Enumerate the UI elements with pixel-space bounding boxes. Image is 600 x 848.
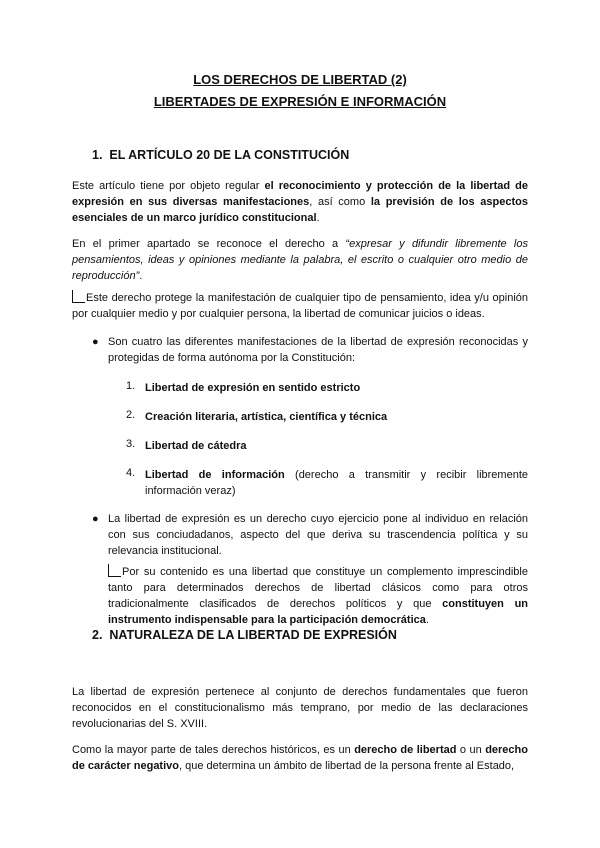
list-item-4-number: 4. [126, 467, 136, 479]
list-item-1: Libertad de expresión en sentido estricto [145, 382, 361, 394]
list-item-2: Creación literaria, artística, científica y técnica [145, 411, 388, 423]
document-subtitle: LIBERTADES DE EXPRESIÓN E INFORMACIÓN [153, 94, 447, 109]
section-2-title: NATURALEZA DE LA LIBERTAD DE EXPRESIÓN [109, 628, 397, 642]
section-2-heading [92, 628, 397, 642]
section-1-title: EL ARTÍCULO 20 DE LA CONSTITUCIÓN [109, 148, 350, 162]
bullet-icon: ● [92, 336, 99, 348]
list-item-4: Libertad de información (derecho a transmitir y recibir libremente información veraz) [145, 469, 528, 497]
list-item-3-number: 3. [126, 438, 136, 450]
section-2-number: 2. [92, 628, 103, 642]
paragraph-5: La libertad de expresión pertenece al conjunto de derechos fundamentales que fueron reconocidos en el constitucionalismo más temprano, por medio de las declaraciones revolucionarias del S. XVIII. [72, 686, 528, 730]
list-item-1-number: 1. [126, 380, 136, 392]
paragraph-1: Este artículo tiene por objeto regular el reconocimiento y protección de la libertad de expresión en sus diversas manifestaciones, así como la previsión de los aspectos esenciales de un marco jurídico constitucional. [72, 180, 528, 224]
list-item-2-number: 2. [126, 409, 136, 421]
list-item-3: Libertad de cátedra [145, 440, 247, 452]
paragraph-4: Por su contenido es una libertad que constituye un complemento imprescindible tanto para determinados derechos de libertad clásicos como para otros tradicionalmente clasificados de derechos políticos y que constituyen un instrumento indispensable para la participación democrática. [108, 566, 529, 626]
paragraph-6: Como la mayor parte de tales derechos históricos, es un derecho de libertad o un derecho de carácter negativo, que determina un ámbito de libertad de la persona frente al Estado, [72, 744, 528, 772]
section-1-heading [92, 148, 349, 162]
bullet-paragraph-1: Son cuatro las diferentes manifestaciones de la libertad de expresión reconocidas y protegidas de forma autónoma por la Constitución: [108, 336, 528, 364]
paragraph-2: En el primer apartado se reconoce el derecho a “expresar y difundir libremente los pensamientos, ideas y opiniones mediante la palabra, el escrito o cualquier otro medio de reproducción”. [72, 238, 528, 282]
paragraph-3: Este derecho protege la manifestación de cualquier tipo de pensamiento, idea y/u opinión por cualquier medio y por cualquier persona, la libertad de comunicar juicios o ideas. [72, 292, 528, 320]
bullet-icon: ● [92, 513, 99, 525]
bullet-paragraph-2: La libertad de expresión es un derecho cuyo ejercicio pone al individuo en relación con sus conciudadanos, aspecto del que deriva su trascendencia política y su relevancia institucional. [108, 513, 528, 557]
corner-arrow-icon [108, 564, 121, 577]
document-title: LOS DERECHOS DE LIBERTAD (2) [193, 72, 407, 87]
corner-arrow-icon [72, 290, 85, 303]
section-1-number: 1. [92, 148, 103, 162]
